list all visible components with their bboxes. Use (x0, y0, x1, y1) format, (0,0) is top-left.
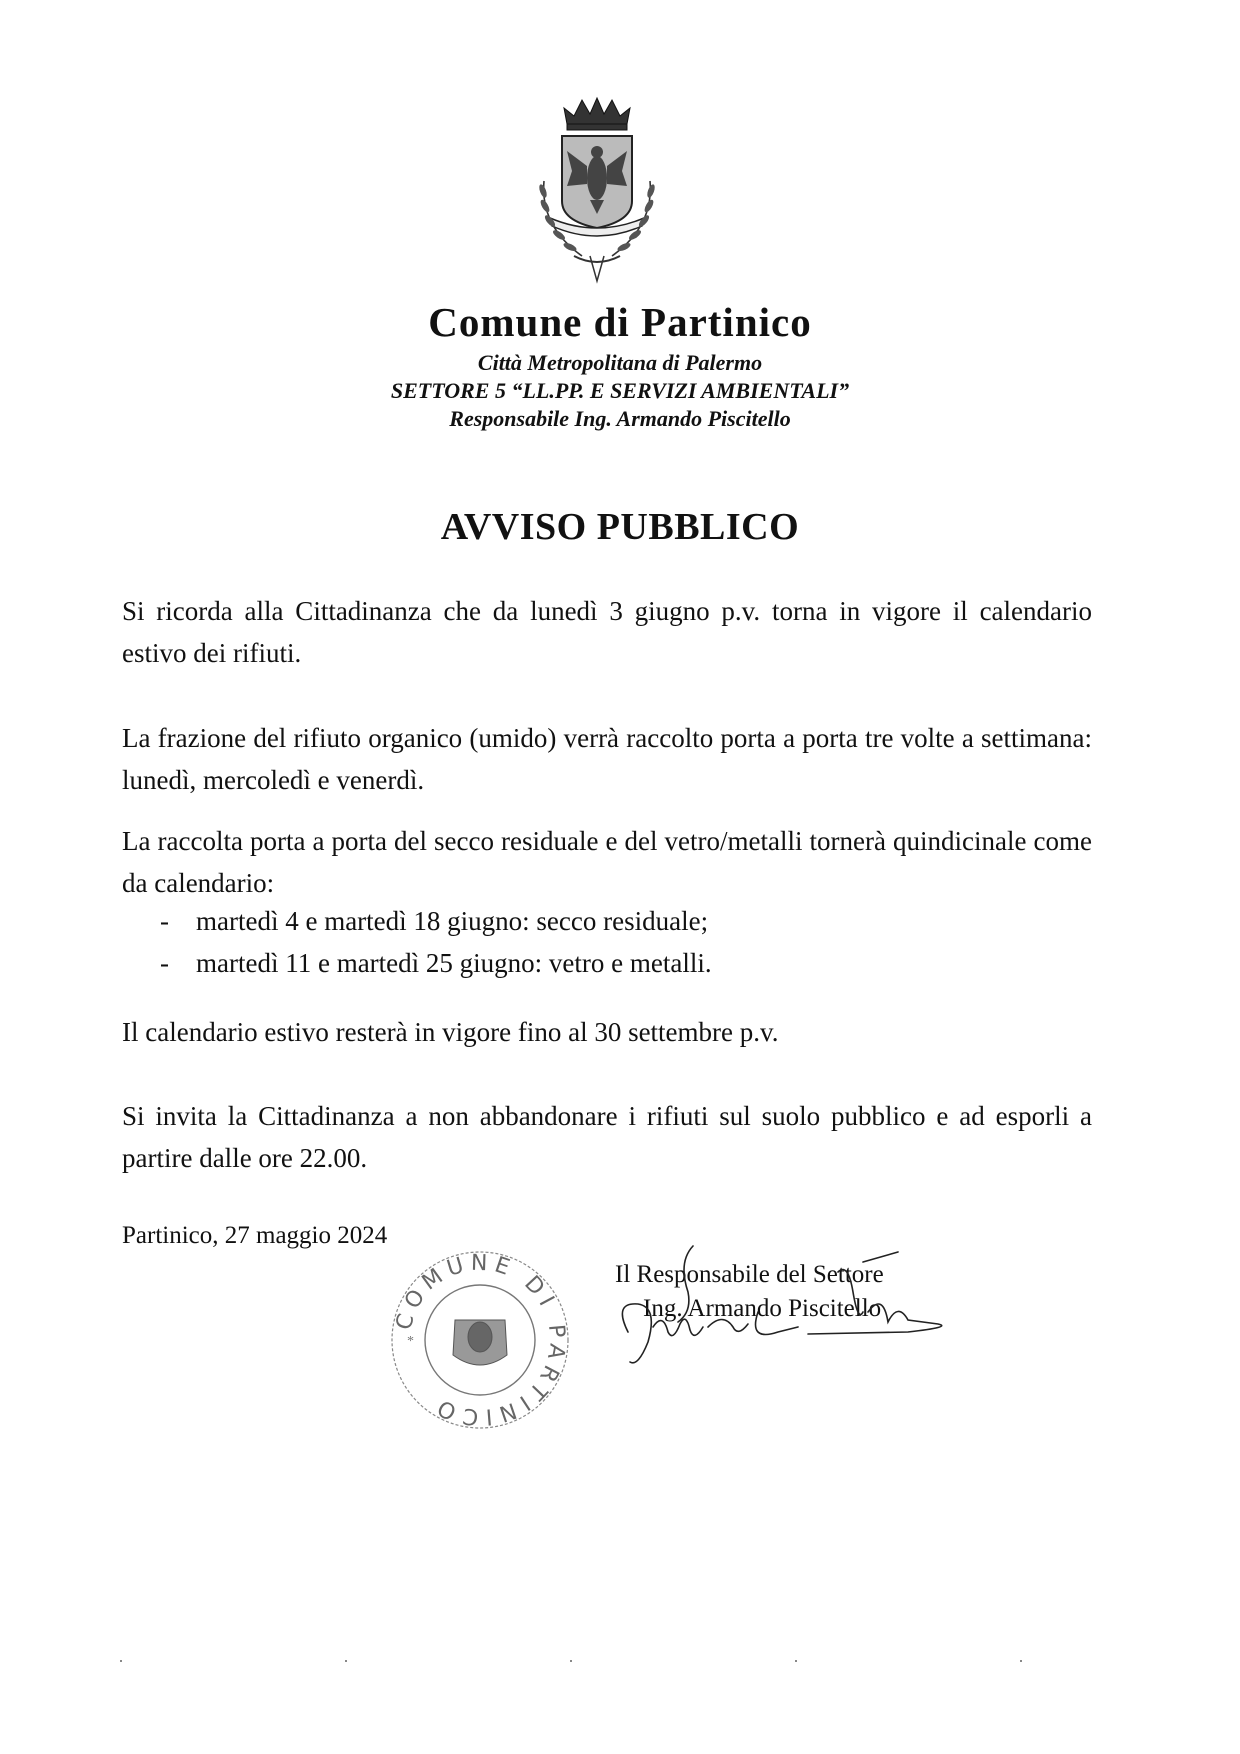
scan-dot (1020, 1660, 1022, 1662)
paragraph-residual-glass: La raccolta porta a porta del secco residuale e del vetro/metalli tornerà quindicinale come da calendario: (122, 826, 1092, 898)
paragraph-summer-calendar: Si ricorda alla Cittadinanza che da lunedì 3 giugno p.v. torna in vigore il calendario estivo dei rifiuti. (122, 596, 1092, 668)
list-item: - martedì 11 e martedì 25 giugno: vetro e metalli. (160, 948, 712, 978)
list-item: - martedì 4 e martedì 18 giugno: secco residuale; (160, 906, 709, 936)
stamp-text: COMUNE DI PARTINICO (391, 1250, 570, 1430)
svg-text:*: * (407, 1334, 414, 1349)
paragraph-organic-collection: La frazione del rifiuto organico (umido) verrà raccolto porta a porta tre volte a settimana: lunedì, mercoledì e venerdì. (122, 723, 1092, 795)
scan-dot (120, 1660, 122, 1662)
handwritten-signature-icon (608, 1232, 958, 1382)
place-date: Partinico, 27 maggio 2024 (122, 1222, 388, 1249)
notice-title: AVVISO PUBBLICO (440, 506, 800, 548)
list-item-text: martedì 4 e martedì 18 giugno: secco residuale; (196, 906, 709, 936)
scan-dot (345, 1660, 347, 1662)
responsible-subtitle: Responsabile Ing. Armando Piscitello (449, 406, 791, 431)
city-subtitle: Città Metropolitana di Palermo (477, 350, 763, 375)
paragraph-invitation: Si invita la Cittadinanza a non abbandonare i rifiuti sul suolo pubblico e ad esporli a partire dalle ore 22.00. (122, 1101, 1092, 1173)
coat-of-arms-icon (512, 96, 682, 296)
scan-dot (570, 1660, 572, 1662)
sector-subtitle: SETTORE 5 “LL.PP. E SERVIZI AMBIENTALI” (390, 378, 850, 403)
round-stamp-icon (385, 1245, 575, 1435)
signatory-name: Ing. Armando Piscitello (643, 1295, 882, 1322)
list-item-text: martedì 11 e martedì 25 giugno: vetro e metalli. (196, 948, 712, 978)
signatory-role: Il Responsabile del Settore (615, 1261, 884, 1288)
municipality-name: Comune di Partinico (428, 299, 812, 345)
collection-dates-list (160, 900, 712, 984)
paragraph-validity: Il calendario estivo resterà in vigore fino al 30 settembre p.v. (122, 1017, 779, 1047)
scan-dot (795, 1660, 797, 1662)
